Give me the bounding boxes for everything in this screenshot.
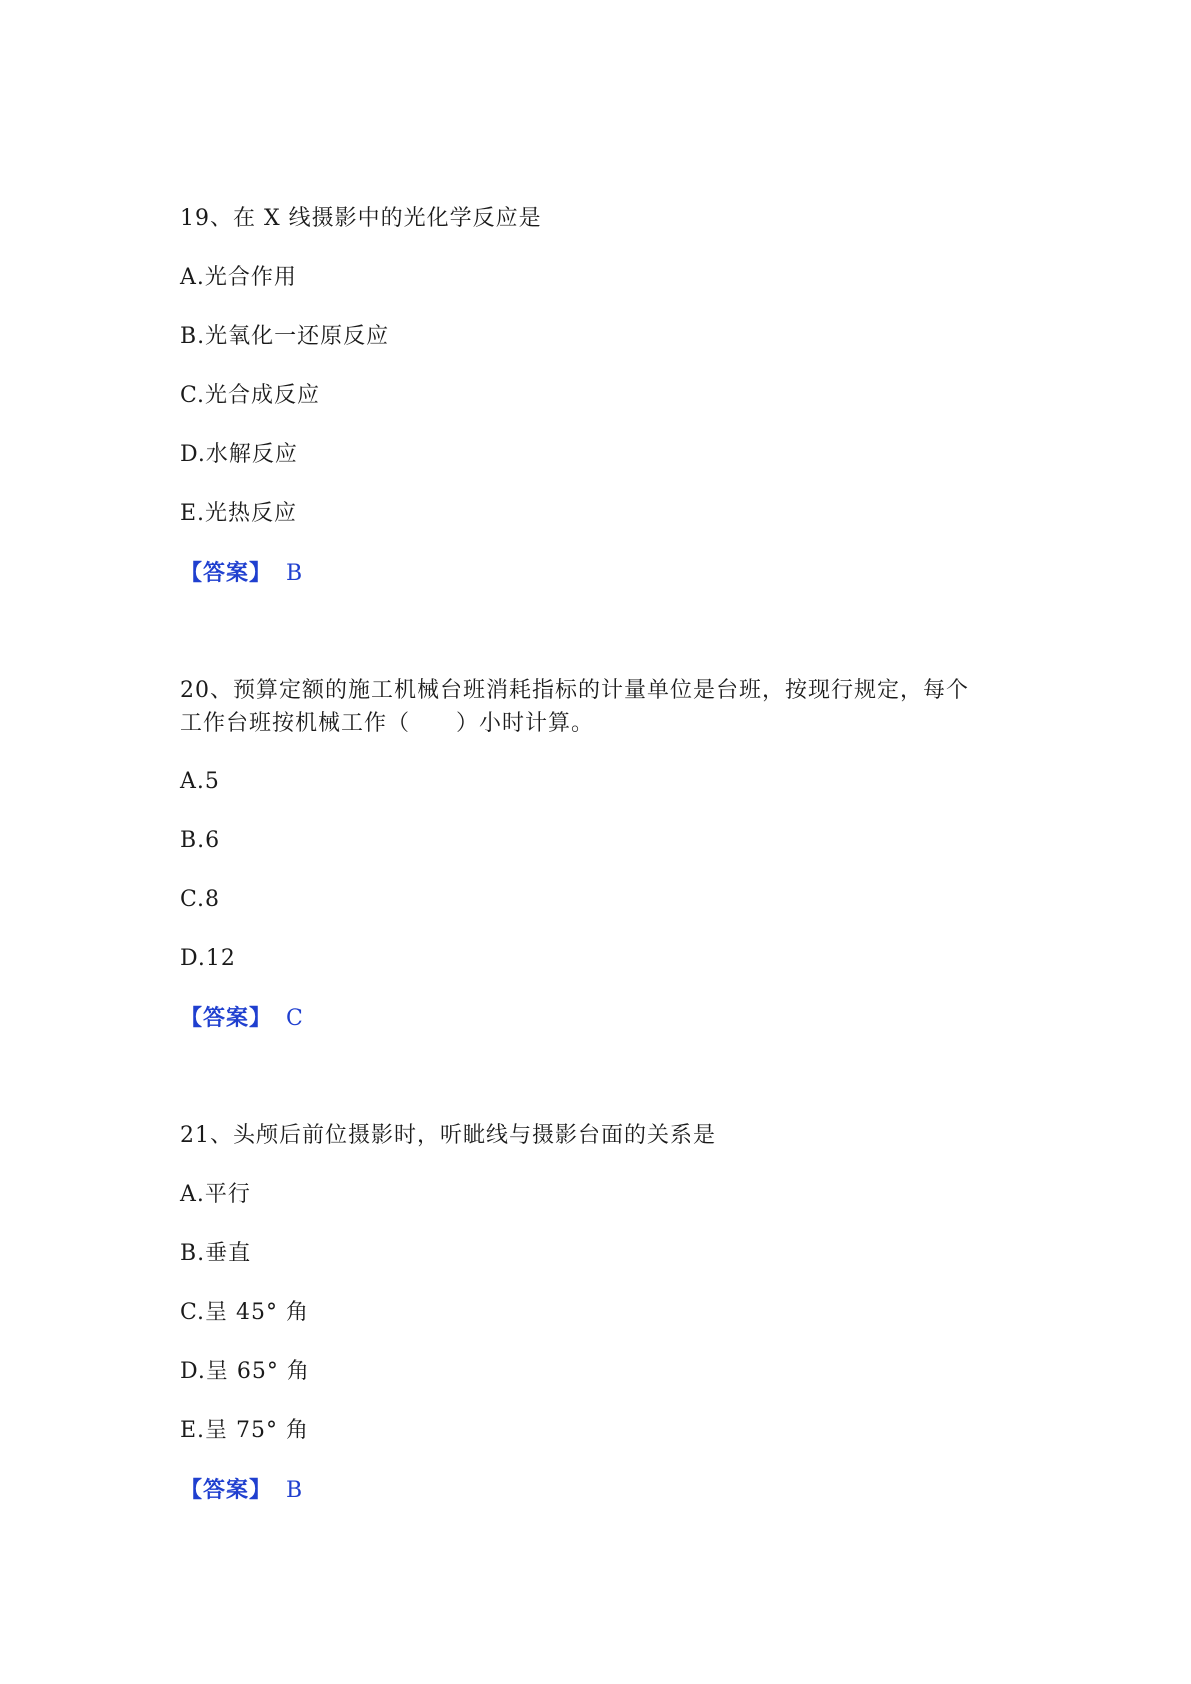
option-c: C.8	[180, 887, 221, 912]
option-c: C.呈 45° 角	[180, 1300, 310, 1325]
answer-label: 【答案】	[180, 560, 273, 586]
answer-row	[180, 558, 303, 589]
answer-value: B	[286, 561, 304, 586]
question-stem-line-1: 20、预算定额的施工机械台班消耗指标的计量单位是台班，按现行规定，每个	[180, 678, 969, 703]
option-a: A.光合作用	[180, 265, 297, 290]
option-a: A.5	[180, 769, 220, 794]
option-b: B.6	[180, 828, 221, 853]
answer-row	[180, 1003, 304, 1034]
option-e: E.光热反应	[180, 501, 298, 526]
option-d: D.12	[180, 946, 236, 971]
option-b: B.垂直	[180, 1241, 252, 1266]
answer-label: 【答案】	[180, 1005, 273, 1031]
option-b: B.光氧化一还原反应	[180, 324, 390, 349]
option-d: D.呈 65° 角	[180, 1359, 310, 1384]
question-stem-line-2: 工作台班按机械工作（ ）小时计算。	[180, 711, 595, 736]
answer-value: C	[286, 1006, 304, 1031]
answer-value: B	[286, 1478, 304, 1503]
answer-row	[180, 1475, 303, 1506]
option-e: E.呈 75° 角	[180, 1418, 310, 1443]
question-stem: 21、头颅后前位摄影时，听眦线与摄影台面的关系是	[180, 1123, 716, 1148]
question-stem: 19、在 X 线摄影中的光化学反应是	[180, 206, 542, 231]
option-d: D.水解反应	[180, 442, 298, 467]
option-a: A.平行	[180, 1182, 251, 1207]
answer-label: 【答案】	[180, 1477, 273, 1503]
option-c: C.光合成反应	[180, 383, 321, 408]
